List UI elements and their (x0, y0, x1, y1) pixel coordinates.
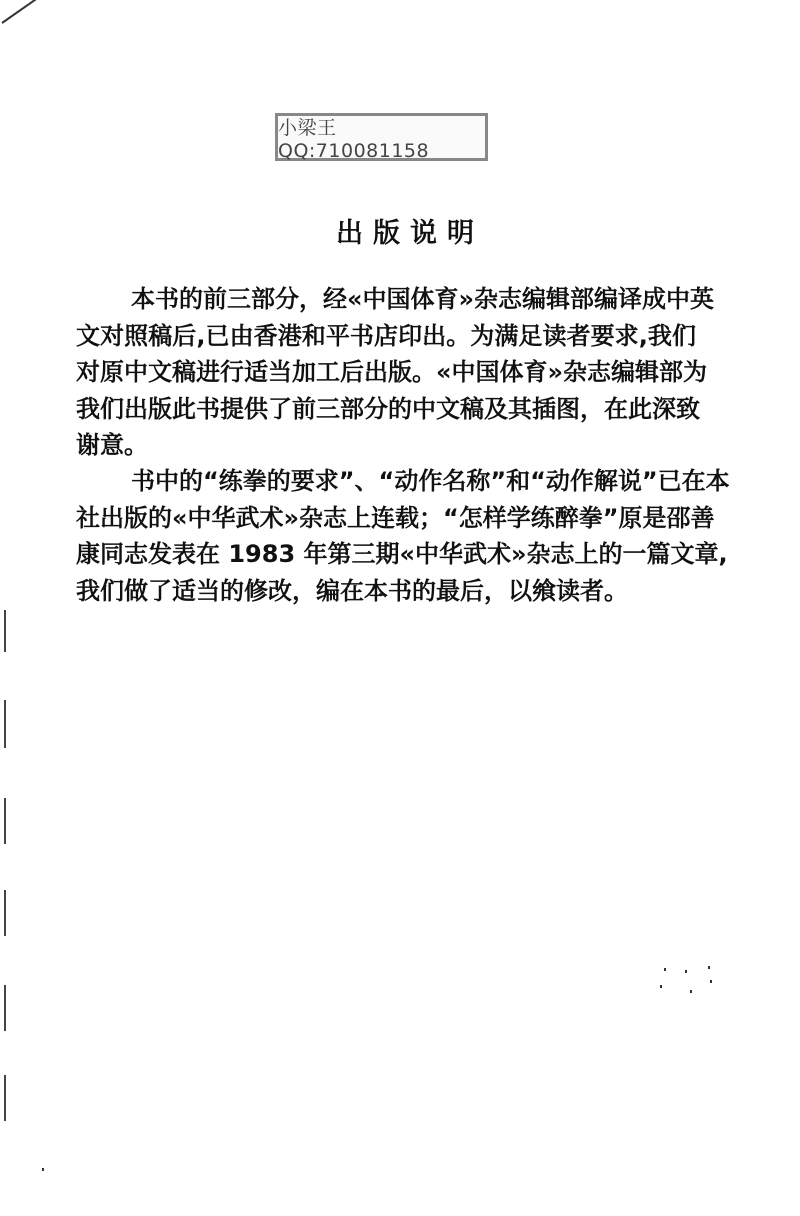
page-title: 出版说明 (336, 218, 484, 249)
scan-edge-mark (4, 700, 6, 748)
scan-edge-mark (4, 1075, 6, 1121)
scan-speck (690, 990, 692, 993)
scan-edge-mark (4, 890, 6, 936)
scan-speck (660, 985, 662, 988)
text-line: 文对照稿后,已由香港和平书店印出。为满足读者要求,我们 (76, 322, 696, 350)
scan-edge-mark (4, 798, 6, 844)
text-line: 社出版的«中华武术»杂志上连载；“怎样学练醉拳”原是邵善 (76, 504, 715, 532)
scan-speck (708, 966, 710, 969)
scan-edge-mark (4, 985, 6, 1031)
text-line: 我们做了适当的修改，编在本书的最后，以飨读者。 (76, 577, 628, 605)
scan-mark (1, 0, 48, 24)
scan-speck (664, 968, 666, 971)
text-line: 书中的“练拳的要求”、“动作名称”和“动作解说”已在本 (131, 467, 730, 495)
scan-speck (42, 1168, 44, 1171)
text-line: 本书的前三部分，经«中国体育»杂志编辑部编译成中英 (131, 285, 715, 313)
text-line: 对原中文稿进行适当加工后出版。«中国体育»杂志编辑部为 (76, 358, 708, 386)
scan-speck (685, 970, 687, 973)
text-line: 谢意。 (76, 431, 148, 459)
watermark-text: 小梁王QQ:710081158 (278, 116, 430, 162)
scan-speck (710, 980, 712, 983)
scan-edge-mark (4, 610, 6, 652)
text-line: 康同志发表在 1983 年第三期«中华武术»杂志上的一篇文章, (76, 540, 728, 568)
text-line: 我们出版此书提供了前三部分的中文稿及其插图，在此深致 (76, 395, 700, 423)
watermark-stamp (275, 113, 488, 161)
